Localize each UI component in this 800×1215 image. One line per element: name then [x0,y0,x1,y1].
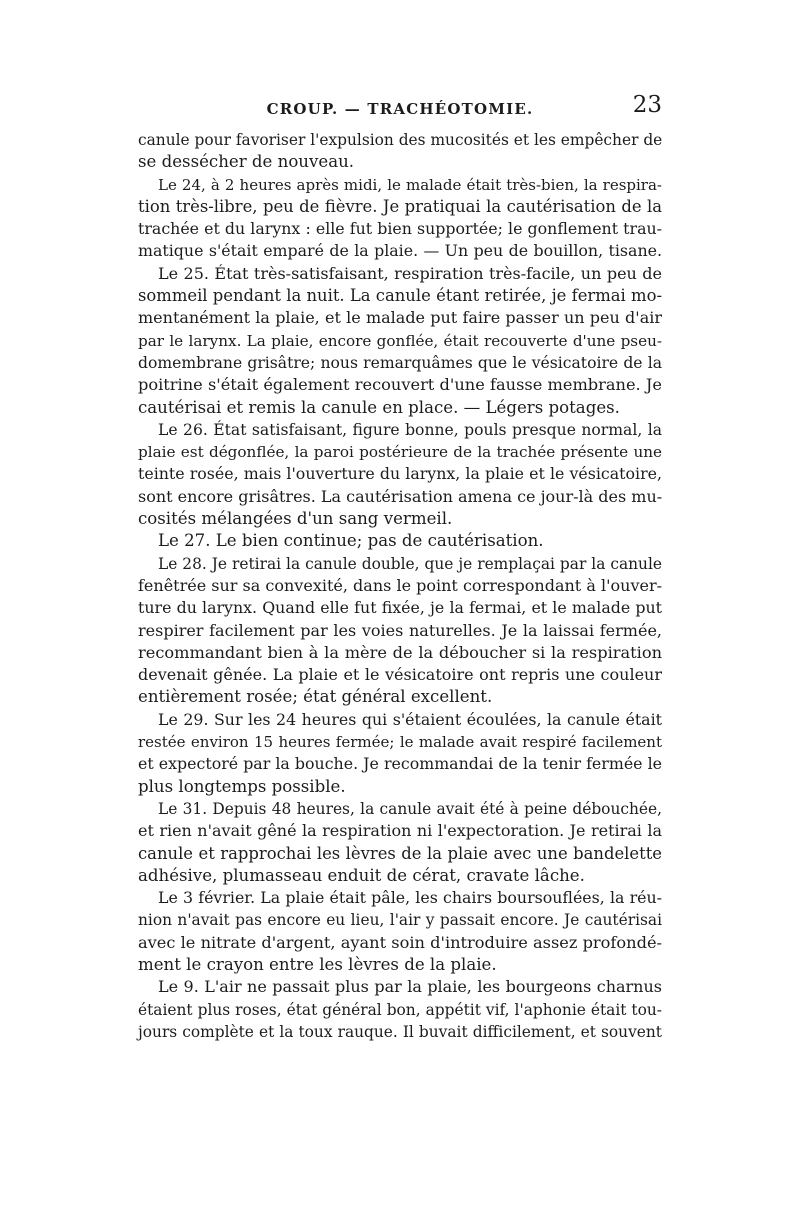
text-line: sont encore grisâtres. La cautérisation amena ce jour-là des mu- [138,486,663,506]
text-line: devenait gênée. La plaie et le vésicatoire ont repris une couleur [138,665,662,685]
text-line: matique s'était emparé de la plaie. — Un peu de bouillon, tisane. [138,241,662,261]
text-line: adhésive, plumasseau enduit de cérat, cravate lâche. [138,865,585,885]
text-line: plaie est dégonflée, la paroi postérieure de la trachée présente une [138,443,662,462]
page-number: 23 [632,92,662,118]
text-line: Le 24, à 2 heures après midi, le malade était très-bien, la respira- [158,175,662,194]
text-line: respirer facilement par les voies naturelles. Je la laissai fermée, [138,620,662,640]
text-line: Le 3 février. La plaie était pâle, les chairs boursouflées, la réu- [158,888,662,908]
text-line: mentanément la plaie, et le malade put faire passer un peu d'air [138,308,662,328]
text-line: domembrane grisâtre; nous remarquâmes que le vésicatoire de la [138,353,662,372]
text-line: poitrine s'était également recouvert d'une fausse membrane. Je [138,375,662,395]
text-line: ture du larynx. Quand elle fut fixée, je la fermai, et le malade put [138,598,662,618]
text-line: teinte rosée, mais l'ouverture du larynx, la plaie et le vésicatoire, [138,464,662,484]
text-line: Le 28. Je retirai la canule double, que je remplaçai par la canule [158,554,662,573]
text-line: se dessécher de nouveau. [138,152,355,172]
text-line: canule et rapprochai les lèvres de la plaie avec une bandelette [138,843,662,863]
text-line: canule pour favoriser l'expulsion des mucosités et les empêcher de [138,131,663,149]
text-line: par le larynx. La plaie, encore gonflée, était recouverte d'une pseu- [138,331,662,350]
text-line: Le 25. État très-satisfaisant, respiration très-facile, un peu de [158,263,662,283]
text-line: recommandant bien à la mère de la déboucher si la respiration [138,642,662,662]
running-head [138,92,662,128]
text-line: Le 27. Le bien continue; pas de cautérisation. [158,531,544,551]
text-line: cautérisai et remis la canule en place. — Légers potages. [138,397,620,417]
text-line: Le 31. Depuis 48 heures, la canule avait été à peine débouchée, [158,799,662,818]
text-line: jours complète et la toux rauque. Il buvait difficilement, et souvent [138,1022,662,1041]
text-line: tion très-libre, peu de fièvre. Je pratiquai la cautérisation de la [138,196,662,216]
text-line: avec le nitrate d'argent, ayant soin d'introduire assez profondé- [138,932,662,952]
text-line: ment le crayon entre les lèvres de la plaie. [138,954,497,974]
text-line: nion n'avait pas encore eu lieu, l'air y passait encore. Je cautérisai [138,911,662,930]
text-line: sommeil pendant la nuit. La canule étant retirée, je fermai mo- [138,286,662,306]
text-line: Le 26. État satisfaisant, figure bonne, pouls presque normal, la [158,420,662,439]
text-line: cosités mélangées d'un sang vermeil. [138,509,453,529]
text-line: étaient plus roses, état général bon, appétit vif, l'aphonie était tou- [138,1000,662,1019]
running-title: CROUP. — TRACHÉOTOMIE. [266,100,534,118]
text-line: fenêtrée sur sa convexité, dans le point correspondant à l'ouver- [138,575,662,595]
text-line: et rien n'avait gêné la respiration ni l'expectoration. Je retirai la [138,821,662,841]
text-line: trachée et du larynx : elle fut bien supportée; le gonflement trau- [138,219,662,239]
text-line: Le 29. Sur les 24 heures qui s'étaient écoulées, la canule était [158,709,662,729]
text-line: plus longtemps possible. [138,776,346,796]
text-line: entièrement rosée; état général excellent. [138,687,493,707]
text-line: restée environ 15 heures fermée; le malade avait respiré facilement [138,733,662,752]
text-line: Le 9. L'air ne passait plus par la plaie, les bourgeons charnus [158,977,662,997]
body-text [138,129,662,1043]
text-line: et expectoré par la bouche. Je recommandai de la tenir fermée le [138,754,662,774]
